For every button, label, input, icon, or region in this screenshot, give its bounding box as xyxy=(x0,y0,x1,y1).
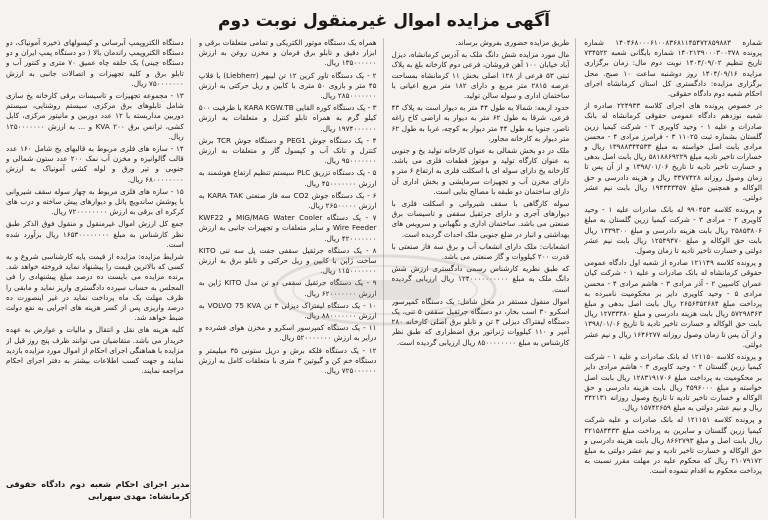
paragraph: مال مورد مزایده شش دانگ ملک به آدرس کرمانشاه، دیزل آباد خیابان ۱۰۰ آهن فروشان، فرعی دوم کارخانه بلغ به پلاک ثبتی ۵۳ فرعی از ۱۲۸ اصلی بخش ۱۱ کرمانشاه بمساحت عرصه ۲۸۱۵ متر مربع و دارای ۱۸۲ متر مربع اعیانی با ساختمان اداری و سوله سالن تولید. xyxy=(391,50,570,101)
paragraph: و پرونده کلاسه ۱۲۱۱۵۱ له بانک صادرات و علیه شرکت کیمیا زرین گلستان و سایرین به پرداخت مبلغ ۴۲۱۵۸۳۴۳۳ ریال بابت اصل و مبلغ ۸۶۶۲۷۹۳ ریال بابت هزینه دادرسی و حق الوکاله و خسارت تاخیر تادیه و نیم عشر دولتی به مبلغ ۲۱۰۷۹۱۷۲ ریال که محکوم علیه در مهلت مقرر نسبت به پرداخت محکوم به اقدام ننموده است. xyxy=(584,415,762,476)
paragraph: همراه یک دستگاه موتور الکتریکی و تمامی متعلقات برقی و ابزار دقیق و تابلو برق فرمان و مخزن روغن به ارزش ۱۳۵۰۰۰۰۰۰ ریال. xyxy=(198,38,377,68)
paragraph: سوله کارگاهی با سقف شیروانی و اسکلت فلزی با دیوارهای آجری و دارای جرثقیل سقفی و تاسیسات برق صنعتی می باشد. ساختمان اداری و نگهبانی و سرویس های بهداشتی و انبار در ضلع جنوبی ملک احداث گردیده است. xyxy=(391,199,570,239)
paragraph: ۶ - یک دستگاه جوش CO2 سه فاز صنعتی KARA TAK به ارزش ۲۶۵۰۰۰۰۰ ریال. xyxy=(198,190,377,211)
paragraph: که طبق نظریه کارشناس رسمی دادگستری ارزش شش دانگ ملک به مبلغ ۱۲۴۰۰۰۰۰۰۰۰۰۰ ریال ارزیابی گردیده است. xyxy=(391,264,570,294)
paragraph: ۱۲ - یک دستگاه فلکه برش و دریل ستونی ۳۵ میلیمتر و دستگاه خم کن و گیوتین ۳ متری با متعلقات کامل به ارزش ۷۲۵۰۰۰۰۰۰ ریال. xyxy=(198,345,377,376)
paragraph: ۲ - یک دستگاه تاور کرین ۱۲ تن لیبهر (Liebherr) با فلاپ ۴۵ متر و بازوی ۵۰ متری با کابین و ریل حرکتی به ارزش ۲۸۵۰۰۰۰۰۰۰ ریال. xyxy=(198,70,377,101)
paragraph: دستگاه الکتروپمپ آبرسانی و کپسولهای ذخیره آمونیاک، دو دستگاه الکتروپمپ راندمان بالا ( دو دستگاه پمپ ایران و دو دستگاه چینی) یک حلقه چاه عمیق ۷۰ متری و کنتور آب و تابلو برق و کلیه تجهیزات و اتصالات جانبی به ارزش ۷۵۰۰۰۰۰۰۰ ریال. xyxy=(6,38,184,88)
paragraph: ۷ - یک دستگاه MIG/MAG Water Cooler و KWF22 Wire Feeder و سایر متعلقات و تجهیزات جانبی به ارزش ۴۲۰۰۰۰۰۰۰ ریال. xyxy=(198,213,377,243)
paragraph: ۱۴ - سازه های فلزی مربوط به قالبهای یخ شامل ۱۶۰ عدد قالب گالوانیزه و مخزن آب نمک ۲۰۰ عدد ستون شمالی و جنوبی و تیر ورق و لوله کشی آمونیاک به ارزش ۶۸۰۰۰۰۰۰۰۰ ریال. xyxy=(6,144,184,184)
paragraph: انشعابات: ملک دارای انشعاب آب و برق سه فاز صنعتی با قدرت ۲۰۰ کیلووات و گاز صنعتی می باشد. xyxy=(391,241,570,262)
signature: مدیر اجرای احکام شعبه دوم دادگاه حقوقی کرمانشاه: مهدی سهرابی xyxy=(6,479,190,501)
paragraph: ۱۰ - یک دستگاه لیفتراک دیزلی ۳ تن VOLVO 75 KVA به ارزش ۸۸۰۰۰۰۰۰۰ ریال. xyxy=(198,300,377,321)
paragraph: جمع کل ارزش اموال غیرمنقول و منقول فوق الذکر طبق نظر کارشناس به مبلغ ۱۶۵۳۰۰۰۰۰۰۰۰ ریال برآورد شده است. xyxy=(6,219,184,249)
paragraph: حدود اربعه: شمالا به طول ۴۴ متر به دیوار است به پلاک ۴۳ فرعی، شرقا به طول ۶۲ متر به دیوار به اراضی کاخ زاغه ناصر، جنوبا به طول ۴۴ متر دیوار به کوچه، غربا به طول ۶۲ متر دیوار به کارخانه مجاور. xyxy=(391,103,570,143)
paragraph: ۹ - یک دستگاه جرثقیل سقفی دو تن مدل KITO ژاپن به ارزش ۶۲۰۰۰۰۰۰۰ ریال. xyxy=(198,278,377,298)
paragraph: طریق مزایده حضوری بفروش برساند. xyxy=(455,38,570,47)
notice-columns xyxy=(6,38,762,518)
paragraph: شرایط مزایده: مزایده از قیمت پایه کارشناسی شروع و به کسی که بالاترین قیمت را پیشنهاد نماید فروخته خواهد شد. برنده مزایده می بایست ده درصد مبلغ پیشنهادی را فی المجلس به حساب سپرده دادگستری واریز نماید و مابقی را ظرف مهلت یک ماه پرداخت نماید در غیر اینصورت ده درصد واریزی پس از کسر هزینه های اجرایی به نفع دولت ضبط خواهد شد. xyxy=(6,252,184,323)
paragraph: و پرونده کلاسه ۱۲۱۱۵۰ له بانک صادرات و علیه ۱ - شرکت کیمیا زرین گلستان ۲ - وحید کاویری ۳ - هاشم مرادی دایر بر محکومیت به پرداخت مبلغ ۱۲۸۳۱۹۱۷۰۶ ریال بابت اصل خواسته و مبلغ ۴۵۹۶۰۰۰ ریال بابت هزینه دادرسی و حق الوکاله و خسارت تاخیر تادیه تا تاریخ وصول روزانه ۳۴۲۱۳۱ ریال و نیم عشر دولتی به مبلغ ۱۵۷۴۲۶۵۹ ریال. xyxy=(584,352,762,413)
paragraph: ملک در دو بخش شمالی به عنوان کارخانه تولید یخ و جنوبی به عنوان کارگاه تولید و موتوژ قطعات فلزی می باشد. کارخانه یخ دارای سوله ای با اسکلت فلزی به ارتفاع ۶ متر و دارای مخزن آب و تجهیزات سرمایشی و بخش اداری آن دارای ساختمان دو طبقه با مصالح بنایی است. xyxy=(391,146,570,196)
paragraph: و پرونده کلاسه ۹۹۰۴۵۳ له بانک صادرات علیه ۱ - وحید کاویری ۲ - مرادی ۳ - شرکت کیمیا زرین گلستان به مبلغ ۲۵۸۵۳۸۰۶ ریال بابت هزینه دادرسی و مبلغ ۱۴۳۹۳۰۰ ریال بابت حق الوکاله و مبلغ ۱۲۵۴۹۴۷۰ ریال بابت نیم عشر دولتی و خسارت تاخیر تادیه تا زمان وصول. xyxy=(584,205,762,256)
paragraph: ۵ - یک دستگاه تزریق PLC سیستم تنظیم ارتفاع هوشمند به ارزش ۴۵۰۰۰۰۰۰۰ ریال. xyxy=(198,168,377,188)
paragraph: کلیه هزینه های نقل و انتقال و مالیات و عوارض به عهده خریدار می باشد. متقاضیان می توانند ظرف پنج روز قبل از مزایده با هماهنگی اجرای احکام از اموال مورد مزایده بازدید نمایند و جهت کسب اطلاعات بیشتر به دفتر اجرای احکام مراجعه نمایند. xyxy=(6,325,184,376)
paragraph: ۱۵ - سازه های فلزی مربوط به چهار سوله سقف شیروانی با پوشش ساندویچ پانل و دیوارهای پیش ساخته و درب های کرکره ای برقی به ارزش ۷۲۰۰۰۰۰۰۰۰ ریال. xyxy=(6,186,184,217)
paragraph: و پرونده کلاسه ۱۲۱۱۴۹ صادره از شعبه اول دادگاه عمومی حقوقی کرمانشاه له بانک صادرات و علیه ۱ - شرکت کیان عمران کاسپین ۲ - آذر مرادی ۳ - هاشم مرادی ۴ - محسن مرادی ۵ - وحید کاویری دایر بر محکومیت نامبرده به پرداخت مبلغ ۲۶۵۶۳۵۲۶۸۴ ریال بابت اصل بدهی و مبلغ ۵۷۲۹۸۳۶۳ ریال بابت هزینه دادرسی و مبلغ ۱۲۷۳۳۳۸۰ ریال بابت حق الوکاله و خسارت تاخیر تادیه تا تاریخ ۱۳۹۸/۰۱/۰۶ و از آن پس تا زمان وصول روزانه ۱۶۴۶۲۷۷ ریال و نیم عشر دولتی. xyxy=(584,258,762,349)
paragraph: شماره ۱۴۰۴۶۸۰۰۰۶۱۰۰۸۳۶۸۱۱۴۵۴۷۲۸۵۹۸۸۳ شماره پرونده ۱۴۰۲۱۳۹۰۰۰۳۰۰۳۷۸ شماره بایگانی شعبه ۷۳۴۵۲۲ تاریخ تنظیم ۱۴۰۴/۰۹/۰۲ نوبت دوم مال: زمان برگزاری مزایده ۱۴۰۴/۰۹/۱۶ روز دوشنبه ساعت ۱۰ صبح. محل برگزاری مزایده: دادگستری کل استان کرمانشاه اجرای احکام شعبه دوم دادگاه حقوقی. xyxy=(584,38,762,99)
paragraph: ۱۱ - یک دستگاه کمپرسور اسکرو و مخزن هوای فشرده و درایر به ارزش ۵۲۰۰۰۰۰۰۰ ریال. xyxy=(198,323,377,343)
column-1 xyxy=(584,38,762,518)
column-3 xyxy=(199,38,384,518)
paragraph: ۳ - یک دستگاه کوره القایی KARA KGW.TB با ظرفیت ۵۰۰ کیلو گرم به همراه تابلو کنترل و متعلقات به ارزش ۱۹۷۴۰۰۰۰۰۰ ریال. xyxy=(198,103,377,133)
paragraph: ۸ - یک دستگاه جرثقیل سقفی جفت پل سه تنی KITO ساخت ژاپن با کابین و ریل حرکتی و تابلو برق به ارزش ۱۱۵۰۰۰۰۰۰۰ ریال. xyxy=(198,245,377,276)
paragraph: ۴ - یک دستگاه جوش PEG1 و دستگاه جوش TCR برش کنترل و تانک آب و کپسول گاز و متعلقات به ارزش ۹۵۰۰۰۰۰۰۰ ریال. xyxy=(198,135,377,166)
notice-title: آگهی مزایده اموال غیرمنقول نوبت دوم xyxy=(218,11,550,31)
paragraph: اموال منقول مستقر در محل شامل: یک دستگاه کمپرسور اسکرو ۳۰ اسب بخار، دو دستگاه جرثقیل سقفی ۵ تنی، یک دستگاه لیفتراک دیزلی ۳ تن و تابلو برق اصلی کارخانه ۲۸۰ آمپر و ۱۱۰ کیلووات ژنراتور برق اضطراری که طبق نظر کارشناس به مبلغ ۸۵۰۰۰۰۰۰۰۰ ریال ارزیابی گردیده است. xyxy=(391,296,570,347)
paragraph: در خصوص پرونده های اجرای کلاسه ۲۲۴۹۳۳ صادره از شعبه نوزدهم دادگاه عمومی حقوقی کرمانشاه له بانک صادرات و علیه ۱ - وحید کاویری ۲ - شرکت کیمیا زرین گلستان بشماره ثبت ۱۱۰۲۵ ۳ - فرامرز مرادی ۴ - محسن مرادی بابت اصل خواسته به مبلغ ۱۳۹۸۸۳۴۴۵۳۳ ریال و خسارات تاخیر تادیه مبلغ ۵۸۱۸۸۶۹۲۲۹ ریال بابت اصل بدهی و خسارت تاخیر تادیه تا تاریخ ۱۳۹۸/۰۱/۰۶ و از آن پس تا زمان وصول روزانه ۳۳۷۷۴۲۸ ریال و هزینه دادرسی و حق الوکاله و همچنین مبلغ ۱۹۴۳۴۳۴۵۷ ریال بابت نیم عشر دولتی. xyxy=(584,101,762,203)
column-4 xyxy=(6,38,191,518)
paragraph: ۱۳ - مجموعه تجهیزات و تاسیسات برقی کارخانه یخ سازی شامل تابلوهای برق مرکزی، سیستم روشنایی، سیستم دوربین مداربسته با ۱۲ عدد دوربین و مانیتور مرکزی، کابل کشی، ترانس برق ۲۰۰ KVA و ... به ارزش ۱۲۵۰۰۰۰۰۰۰ ریال. xyxy=(6,91,184,141)
column-2 xyxy=(392,38,577,518)
